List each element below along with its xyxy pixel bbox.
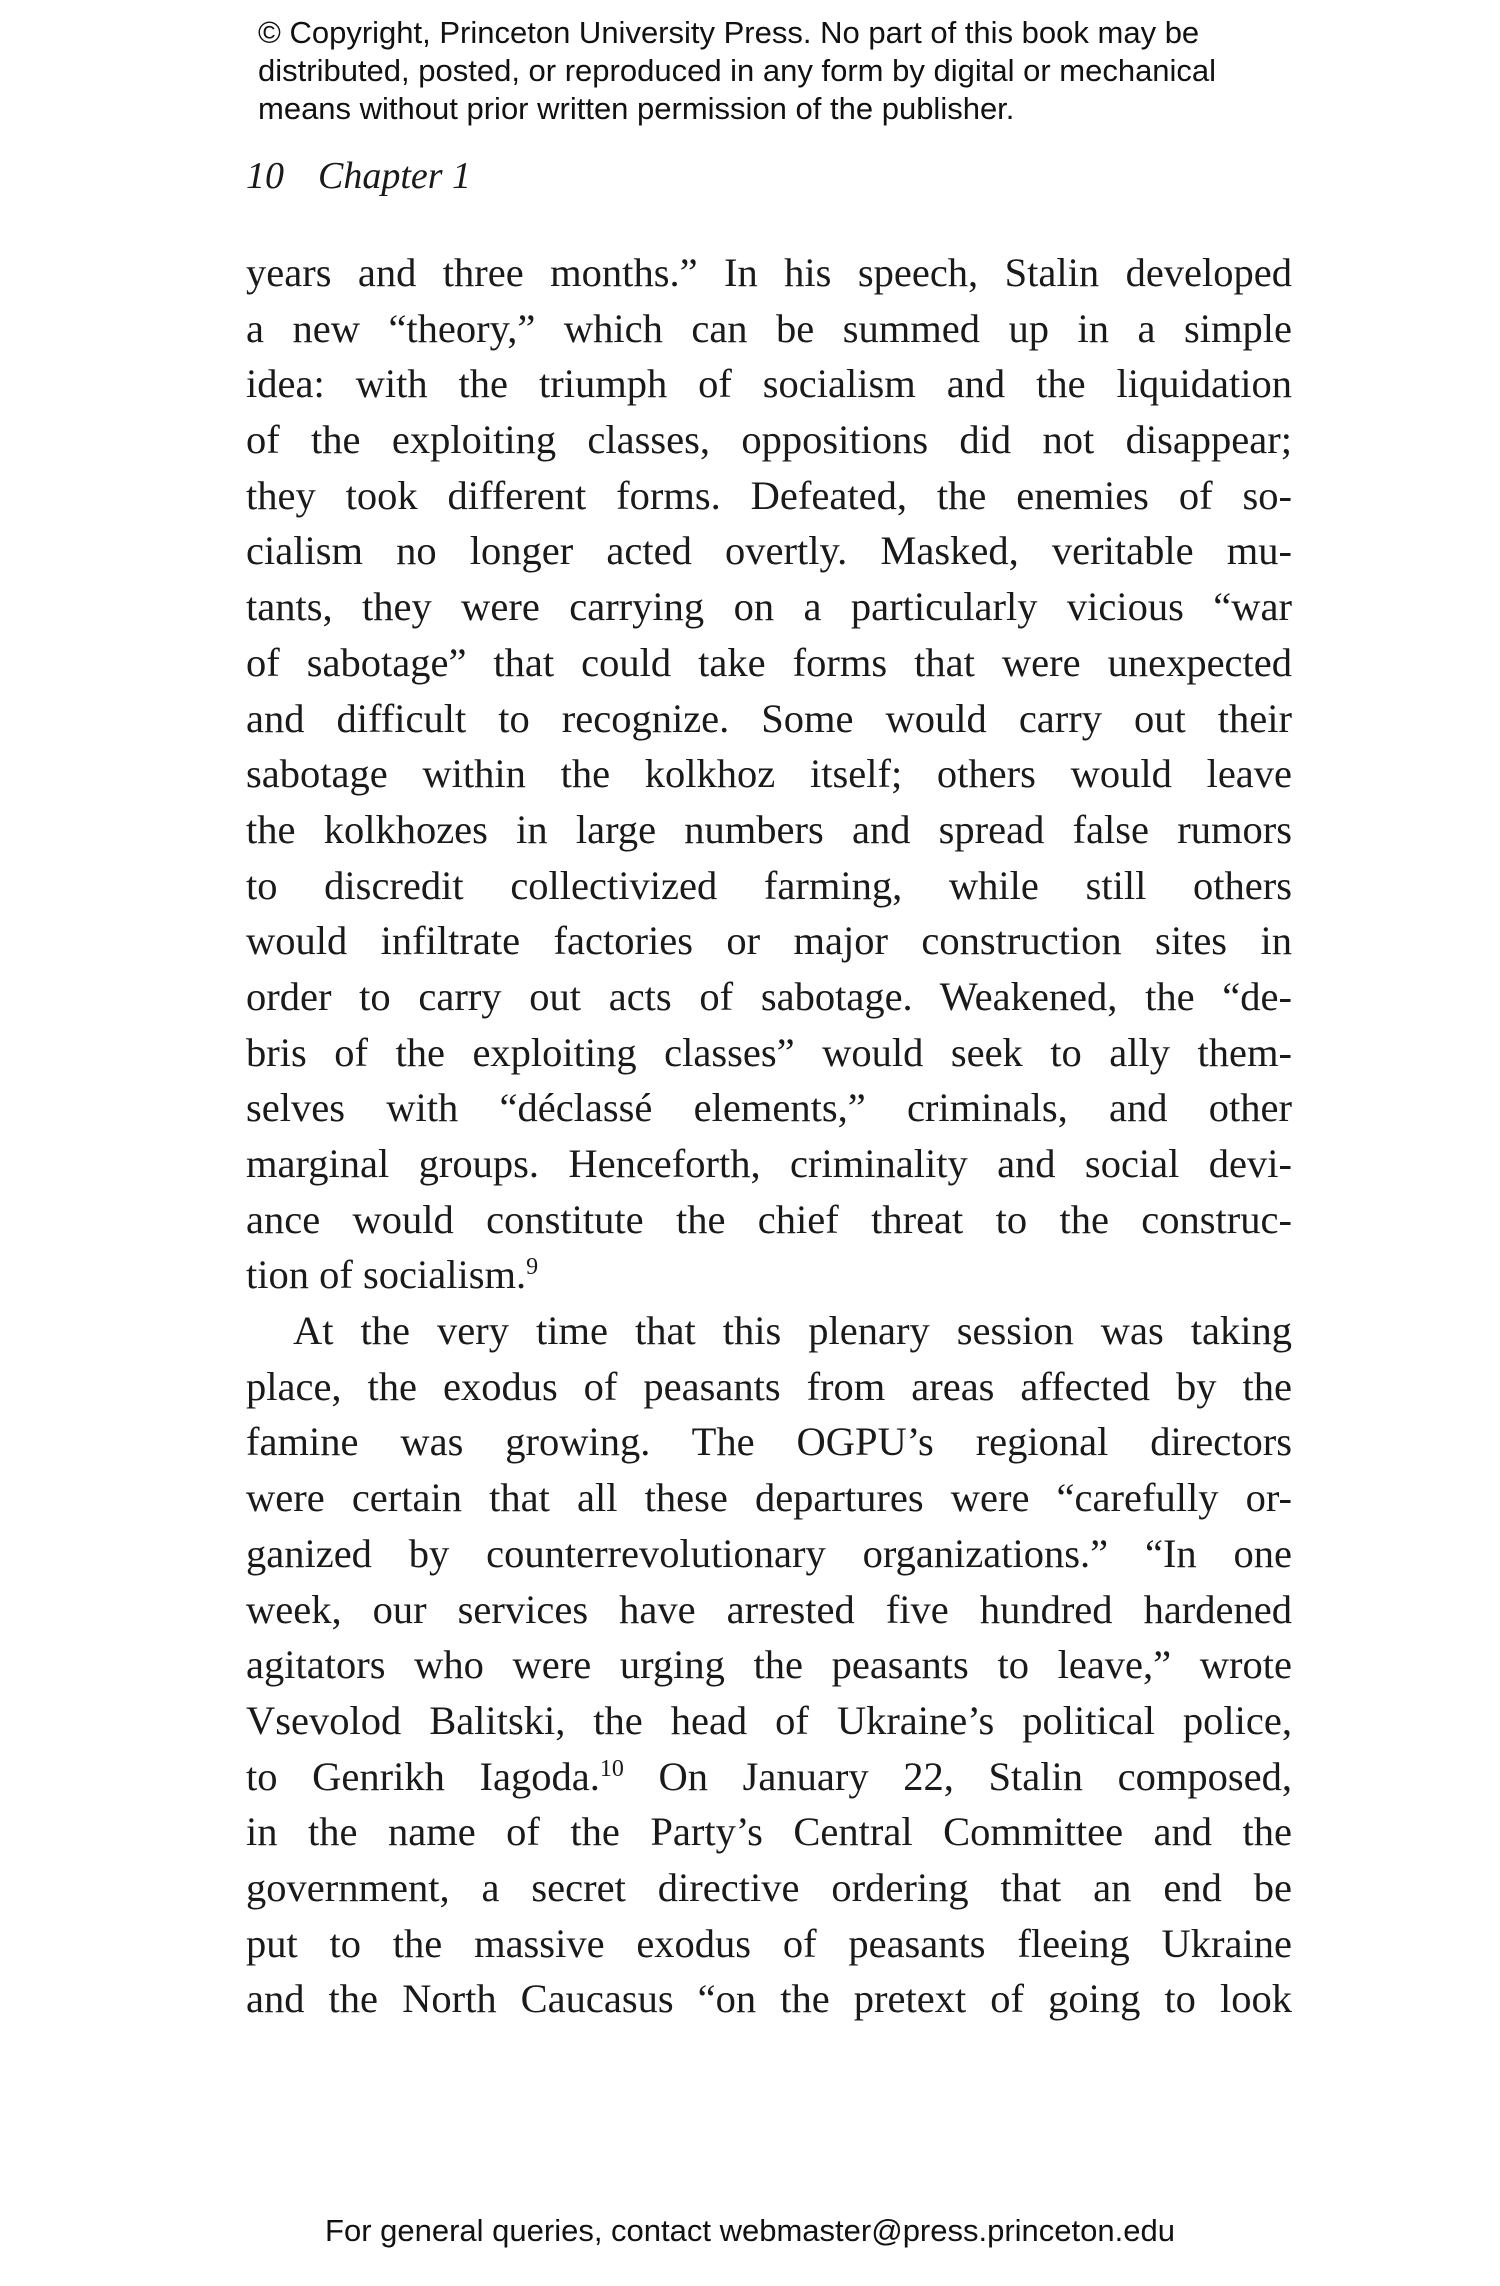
running-head — [246, 152, 471, 200]
text-segment: tion of socialism. — [246, 1252, 527, 1298]
text-line: famine was growing. The OGPU’s regional directors — [246, 1419, 1292, 1465]
text-line: tants, they were carrying on a particularly vicious “war — [246, 584, 1292, 630]
text-line: order to carry out acts of sabotage. Weakened, the “de- — [246, 973, 1292, 1019]
text-line: and difficult to recognize. Some would carry out their — [246, 695, 1292, 741]
footnote-ref: 9 — [526, 1254, 539, 1281]
text-line: put to the massive exodus of peasants fleeing Ukraine — [246, 1920, 1292, 1966]
text-line — [246, 1247, 1292, 1303]
text-line: agitators who were urging the peasants to leave,” wrote — [246, 1642, 1292, 1688]
text-segment: On January 22, Stalin composed, — [623, 1753, 1292, 1799]
text-line: a new “theory,” which can be summed up in a simple — [246, 305, 1292, 351]
chapter-label: Chapter 1 — [318, 155, 472, 197]
text-line: bris of the exploiting classes” would seek to ally them- — [246, 1029, 1292, 1075]
text-line: and the North Caucasus “on the pretext of going to look — [246, 1976, 1292, 2022]
copyright-line: means without prior written permission of the publisher. — [258, 91, 1015, 126]
text-line: the kolkhozes in large numbers and spread false rumors — [246, 806, 1292, 852]
text-line: sabotage within the kolkhoz itself; others would leave — [246, 751, 1292, 797]
paragraph — [246, 245, 1292, 1303]
text-line: week, our services have arrested five hundred hardened — [246, 1586, 1292, 1632]
text-line: cialism no longer acted overtly. Masked, veritable mu- — [246, 528, 1292, 574]
copyright-notice — [258, 14, 1308, 128]
copyright-line: distributed, posted, or reproduced in any form by digital or mechanical — [258, 53, 1217, 88]
text-line: years and three months.” In his speech, Stalin developed — [246, 250, 1292, 295]
text-line: At the very time that this plenary session was taking — [293, 1308, 1292, 1354]
text-line: to discredit collectivized farming, while still others — [246, 862, 1292, 908]
text-line: of the exploiting classes, oppositions did not disappear; — [246, 417, 1292, 463]
text-line: place, the exodus of peasants from areas affected by the — [246, 1363, 1292, 1409]
body-text — [246, 245, 1292, 2027]
copyright-line: © Copyright, Princeton University Press. No part of this book may be — [258, 15, 1200, 50]
footer-contact: For general queries, contact webmaster@press.princeton.edu — [325, 2213, 1175, 2248]
text-line — [246, 1749, 1292, 1805]
text-line: were certain that all these departures were “carefully or- — [246, 1475, 1292, 1521]
text-line: in the name of the Party’s Central Committee and the — [246, 1809, 1292, 1855]
footnote-ref: 10 — [599, 1755, 624, 1782]
text-line: ance would constitute the chief threat to the construc- — [246, 1196, 1292, 1242]
text-line: idea: with the triumph of socialism and the liquidation — [246, 361, 1292, 407]
text-line: of sabotage” that could take forms that were unexpected — [246, 639, 1292, 685]
text-segment: to Genrikh Iagoda. — [246, 1753, 600, 1799]
text-line: would infiltrate factories or major construction sites in — [246, 918, 1292, 964]
text-line: selves with “déclassé elements,” criminals, and other — [246, 1085, 1292, 1131]
paragraph — [246, 1303, 1292, 2027]
text-line: they took different forms. Defeated, the enemies of so- — [246, 472, 1292, 518]
text-line: government, a secret directive ordering that an end be — [246, 1864, 1292, 1910]
text-line: Vsevolod Balitski, the head of Ukraine’s political police, — [246, 1697, 1292, 1743]
text-line: ganized by counterrevolutionary organizations.” “In one — [246, 1530, 1292, 1576]
page-number: 10 — [246, 155, 284, 197]
text-line: marginal groups. Henceforth, criminality and social devi- — [246, 1141, 1292, 1186]
